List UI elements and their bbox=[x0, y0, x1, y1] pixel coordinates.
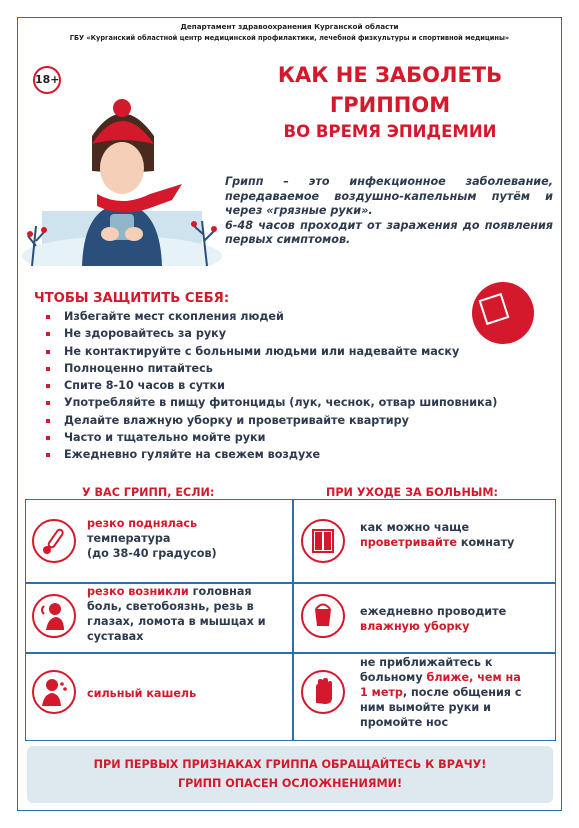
symptom-cough: сильный кашель bbox=[87, 687, 197, 700]
header-organization: ГБУ «Курганский областной центр медицинской профилактики, лечебной физкультуры и спортивной медицины» bbox=[69, 34, 510, 42]
title-line-2: ГРИППОМ bbox=[329, 93, 451, 117]
footer-line-2: ГРИПП ОПАСЕН ОСЛОЖНЕНИЯМИ! bbox=[177, 777, 403, 790]
cough-icon bbox=[32, 670, 76, 714]
symptom-pain: резко возникли головная боль, светобоязнь, резь в глазах, ломота в мышцах и суставах bbox=[87, 585, 266, 643]
intro-text bbox=[225, 175, 553, 248]
list-item: Часто и тщательно мойте руки bbox=[46, 429, 497, 446]
care-distance: не приближайтесь к больному ближе, чем на 1 метр, после общения с ним вымойте руки и промойте нос bbox=[360, 656, 522, 729]
list-item: Полноценно питайтесь bbox=[46, 360, 497, 377]
symptoms-heading: У ВАС ГРИПП, ЕСЛИ: bbox=[82, 486, 215, 499]
list-item: Употребляйте в пищу фитонциды (лук, чеснок, отвар шиповника) bbox=[46, 394, 497, 411]
intro-incubation: 6-48 часов проходит от заражения до появления первых симптомов. bbox=[225, 218, 553, 246]
age-rating-badge: 18+ bbox=[33, 66, 61, 94]
list-item: Ежедневно гуляйте на свежем воздухе bbox=[46, 446, 497, 463]
subtitle: ВО ВРЕМЯ ЭПИДЕМИИ bbox=[283, 122, 497, 141]
window-icon bbox=[301, 519, 345, 563]
protect-list bbox=[46, 308, 497, 464]
intro-definition: Грипп – это инфекционное заболевание, передаваемое воздушно-капельным путём и через «грязные руки». bbox=[225, 175, 553, 217]
list-item: Спите 8-10 часов в сутки bbox=[46, 377, 497, 394]
list-item: Не здоровайтесь за руку bbox=[46, 325, 497, 342]
care-heading: ПРИ УХОДЕ ЗА БОЛЬНЫМ: bbox=[326, 486, 499, 499]
symptom-fever: резко поднялась температура (до 38-40 градусов) bbox=[87, 517, 217, 560]
protect-heading: ЧТОБЫ ЗАЩИТИТЬ СЕБЯ: bbox=[34, 291, 230, 306]
list-item: Не контактируйте с больными людьми или надевайте маску bbox=[46, 343, 497, 360]
bucket-icon bbox=[301, 594, 345, 638]
info-grid bbox=[25, 499, 556, 741]
headache-icon bbox=[32, 594, 76, 638]
header-department: Департамент здравоохранения Курганской области bbox=[180, 22, 399, 31]
list-item: Избегайте мест скопления людей bbox=[46, 308, 497, 325]
hand-stop-icon bbox=[301, 670, 345, 714]
girl-illustration bbox=[22, 96, 222, 266]
care-cleaning: ежедневно проводите влажную уборку bbox=[360, 605, 507, 633]
main-title bbox=[225, 60, 555, 120]
care-ventilate: как можно чаще проветривайте комнату bbox=[360, 521, 515, 549]
footer-line-1: ПРИ ПЕРВЫХ ПРИЗНАКАХ ГРИППА ОБРАЩАЙТЕСЬ К ВРАЧУ! bbox=[93, 758, 487, 771]
footer-warning bbox=[27, 746, 553, 803]
thermometer-icon bbox=[32, 519, 76, 563]
list-item: Делайте влажную уборку и проветривайте квартиру bbox=[46, 412, 497, 429]
title-line-1: КАК НЕ ЗАБОЛЕТЬ bbox=[277, 63, 503, 87]
